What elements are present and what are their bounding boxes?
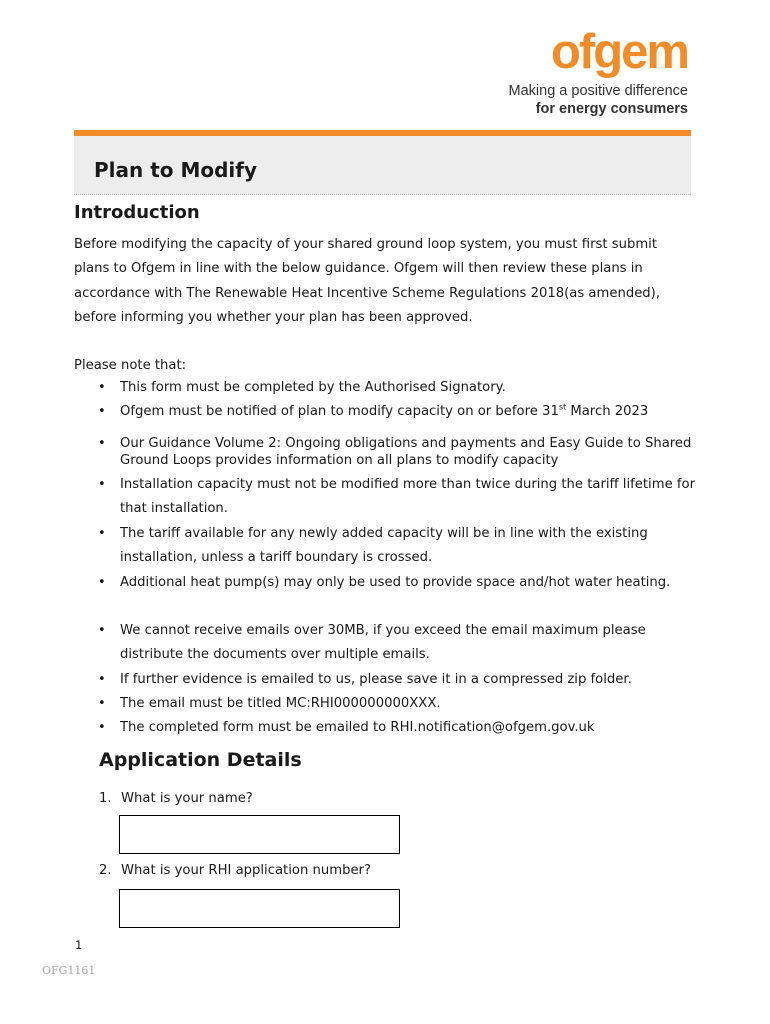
bullet-icon: •	[98, 672, 106, 687]
bullet-icon: •	[98, 575, 106, 590]
list-item: • The completed form must be emailed to RHI.notification@ofgem.gov.uk	[120, 716, 710, 740]
list-item: • Installation capacity must not be modified more than twice during the tariff lifetime for that installation.	[120, 473, 710, 521]
bullet-icon: •	[98, 380, 106, 395]
title-band	[74, 130, 691, 195]
page-title: Plan to Modify	[94, 158, 258, 182]
introduction-text: Before modifying the capacity of your shared ground loop system, you must first submit plans to Ofgem in line with the below guidance. Ofgem will then review these plans in accordance with The Renewable Heat Incentive Scheme Regulations 2018(as amended), before informing you whether your plan has been approved.	[74, 237, 661, 325]
name-input[interactable]	[119, 815, 400, 854]
bullet-icon: •	[98, 696, 106, 711]
ofgem-logo	[500, 24, 700, 124]
bullet-icon: •	[98, 623, 106, 638]
logo-tagline-line2: for energy consumers	[535, 101, 688, 117]
list-item: • This form must be completed by the Authorised Signatory.	[120, 376, 710, 400]
list-item: • If further evidence is emailed to us, please save it in a compressed zip folder.	[120, 668, 710, 692]
list-item: • The email must be titled MC:RHI000000000XXX.	[120, 692, 710, 716]
bullet-icon: •	[98, 477, 106, 492]
list-item: • Ofgem must be notified of plan to modify capacity on or before 31st March 2023	[120, 400, 710, 424]
bullet-icon: •	[98, 436, 106, 451]
bullet-icon: •	[98, 404, 106, 419]
logo-tagline-line1: Making a positive difference	[508, 83, 688, 99]
list-item: • The tariff available for any newly added capacity will be in line with the existing installation, unless a tariff boundary is crossed.	[120, 522, 710, 570]
question-1-label: 1. What is your name?	[99, 791, 253, 806]
bullet-icon: •	[98, 526, 106, 541]
logo-wordmark: ofgem	[551, 25, 688, 79]
please-note-label: Please note that:	[74, 358, 187, 373]
application-details-heading: Application Details	[99, 749, 302, 771]
rhi-application-number-input[interactable]	[119, 889, 400, 928]
page-number: 1	[75, 938, 83, 952]
bullet-icon: •	[98, 720, 106, 735]
list-item: • Additional heat pump(s) may only be used to provide space and/hot water heating.	[120, 571, 710, 595]
question-2-label: 2. What is your RHI application number?	[99, 863, 371, 878]
list-item: • Our Guidance Volume 2: Ongoing obligations and payments and Easy Guide to Shared Ground Loops provides information on all plans to modify capacity	[98, 436, 692, 468]
form-reference: OFG1161	[42, 964, 96, 977]
list-item: • We cannot receive emails over 30MB, if you exceed the email maximum please distribute the documents over multiple emails.	[120, 619, 710, 667]
introduction-heading: Introduction	[74, 202, 200, 223]
